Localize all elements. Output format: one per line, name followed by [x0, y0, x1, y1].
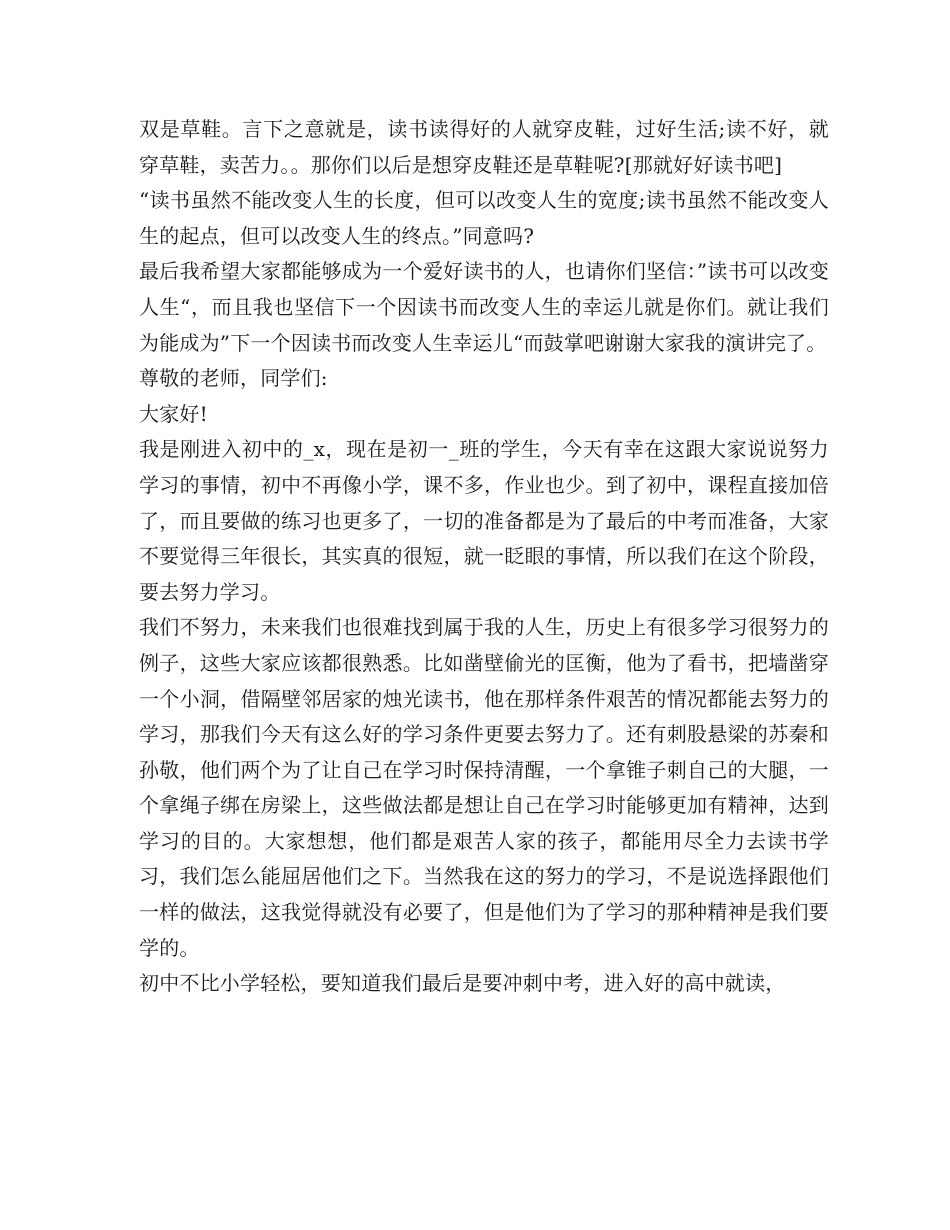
- paragraph-closing-remarks: 最后我希望大家都能够成为一个爱好读书的人，也请你们坚信：”读书可以改变人生“，而且我也坚信下一个因读书而改变人生的幸运儿就是你们。就让我们为能成为”下一个因读书而改变人生幸运儿“而鼓掌吧谢谢大家我的演讲完了。: [139, 259, 829, 355]
- paragraph-reading-quote: “读书虽然不能改变人生的长度，但可以改变人生的宽度;读书虽然不能改变人生的起点，但可以改变人生的终点。”同意吗?: [139, 188, 829, 248]
- paragraph-historical-examples: 我们不努力，未来我们也很难找到属于我的人生，历史上有很多学习很努力的例子，这些大家应该都很熟悉。比如凿壁偷光的匡衡，他为了看书，把墙凿穿一个小洞，借隔壁邻居家的烛光读书，他在那样条件艰苦的情况都能去努力的学习，那我们今天有这么好的学习条件更要去努力了。还有刺股悬梁的苏秦和孙敬，他们两个为了让自己在学习时保持清醒，一个拿锥子刺自己的大腿，一个拿绳子绑在房梁上，这些做法都是想让自己在学习时能够更加有精神，达到学习的目的。大家想想，他们都是艰苦人家的孩子，都能用尽全力去读书学习，我们怎么能屈居他们之下。当然我在这的努力的学习，不是说选择跟他们一样的做法，这我觉得就没有必要了，但是他们为了学习的那种精神是我们要学的。: [139, 615, 829, 960]
- paragraph-salutation: 尊敬的老师，同学们:: [139, 366, 328, 391]
- paragraph-leather-shoes: 双是草鞋。言下之意就是，读书读得好的人就穿皮鞋，过好生活;读不好，就穿草鞋，卖苦力。。那你们以后是想穿皮鞋还是草鞋呢?[那就好好读书吧]: [139, 117, 829, 177]
- document-body: [139, 112, 829, 1002]
- paragraph-introduction: 我是刚进入初中的_x，现在是初一_班的学生，今天有幸在这跟大家说说努力学习的事情，初中不再像小学，课不多，作业也少。到了初中，课程直接加倍了，而且要做的练习也更多了，一切的准备都是为了最后的中考而准备，大家不要觉得三年很长，其实真的很短，就一眨眼的事情，所以我们在这个阶段，要去努力学习。: [139, 437, 829, 604]
- paragraph-middle-school: 初中不比小学轻松，要知道我们最后是要冲刺中考，进入好的高中就读，: [139, 971, 786, 996]
- paragraph-greeting: 大家好!: [139, 401, 208, 426]
